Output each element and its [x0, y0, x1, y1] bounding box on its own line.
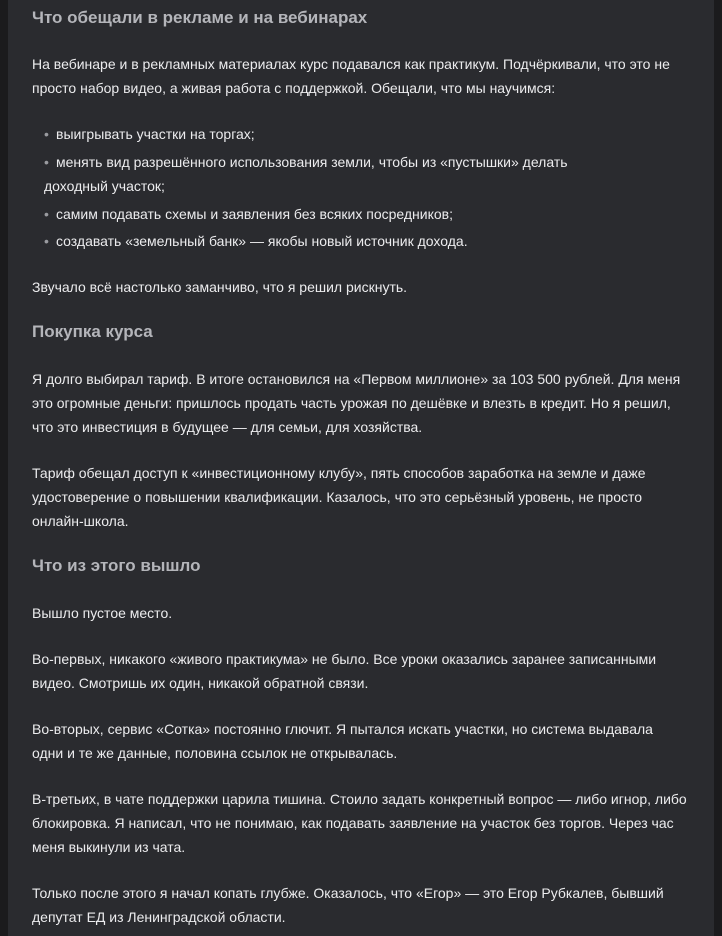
list-item: • создавать «земельный банк» — якобы новый источник дохода.: [44, 229, 644, 253]
bullet-icon: •: [44, 126, 49, 142]
paragraph-promises-outro: Звучало всё настолько заманчиво, что я решил рискнуть.: [32, 279, 408, 295]
list-item: • самим подавать схемы и заявления без всяких посредников;: [44, 202, 644, 226]
paragraph-purchase-2: Тариф обещал доступ к «инвестиционному клубу», пять способов заработка на земле и даже удостоверение о повышении квалификации. Казалось, что это серьёзный уровень, не просто онлайн-школа.: [32, 465, 646, 529]
list-item: • выигрывать участки на торгах;: [44, 122, 644, 146]
section-heading-outcome: Что из этого вышло: [32, 556, 201, 575]
section-heading-purchase: Покупка курса: [32, 322, 153, 341]
section-heading-promises: Что обещали в рекламе и на вебинарах: [32, 8, 368, 27]
bullet-icon: •: [44, 154, 49, 170]
paragraph-outcome-1: Вышло пустое место.: [32, 605, 173, 621]
paragraph-purchase-1: Я долго выбирал тариф. В итоге остановился на «Первом миллионе» за 103 500 рублей. Для меня это огромные деньги: пришлось продать часть урожая по дешёвке и влезть в кредит. Но я решил, что это инвестиция в будущее — для семьи, для хозяйства.: [32, 371, 681, 435]
paragraph-outcome-4: В-третьих, в чате поддержки царила тишина. Стоило задать конкретный вопрос — либо игнор, либо блокировка. Я написал, что не понимаю, как подавать заявление на участок без торгов. Через час меня выкинули из чата.: [32, 791, 687, 855]
paragraph-outcome-3: Во-вторых, сервис «Сотка» постоянно глючит. Я пытался искать участки, но система выдавала одни и те же данные, половина ссылок не открывалась.: [32, 721, 653, 761]
article-panel: [8, 0, 714, 936]
paragraph-outcome-5: Только после этого я начал копать глубже. Оказалось, что «Егор» — это Егор Рубкалев, бывший депутат ЕД из Ленинградской области.: [32, 885, 664, 925]
list-item: • менять вид разрешённого использования земли, чтобы из «пустышки» делать доходный участок;: [44, 150, 604, 198]
paragraph-outcome-2: Во-первых, никакого «живого практикума» не было. Все уроки оказались заранее записанными видео. Смотришь их один, никакой обратной связи.: [32, 651, 657, 691]
paragraph-promises-intro: На вебинаре и в рекламных материалах курс подавался как практикум. Подчёркивали, что это не просто набор видео, а живая работа с поддержкой. Обещали, что мы научимся:: [32, 56, 670, 96]
bullet-icon: •: [44, 206, 49, 222]
bullet-icon: •: [44, 233, 49, 249]
